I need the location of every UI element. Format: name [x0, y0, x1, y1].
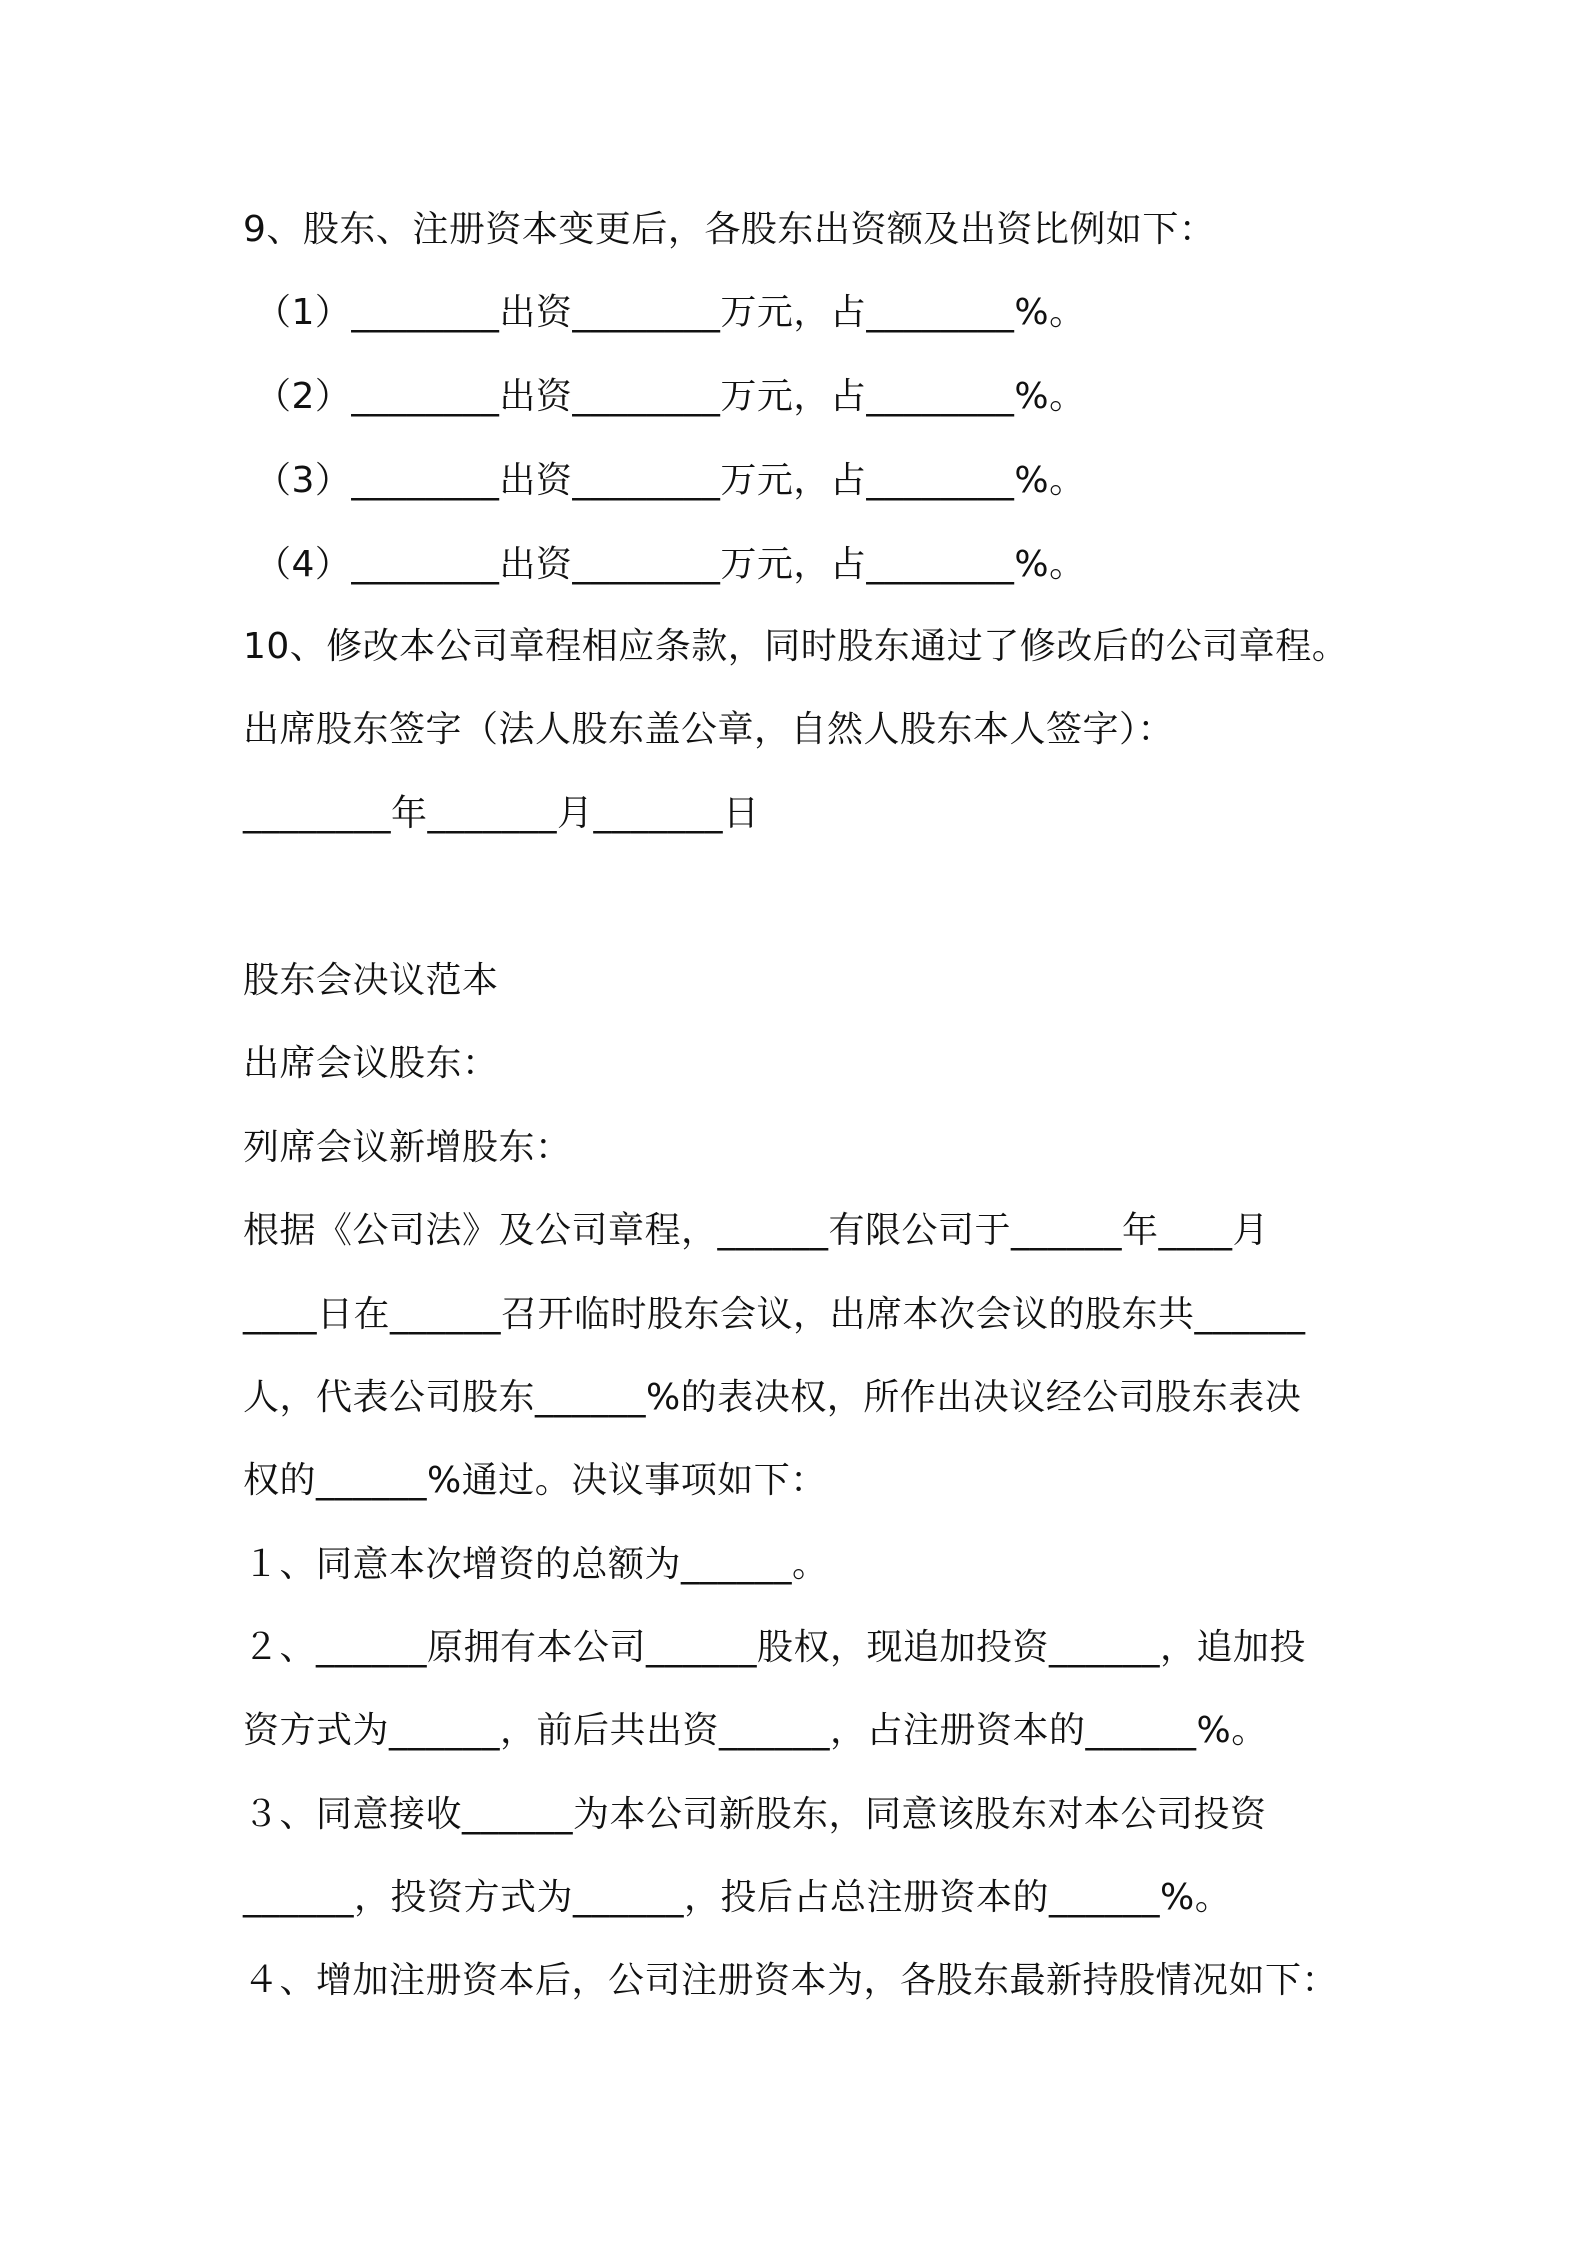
section-title: 股东会决议范本: [243, 960, 499, 1001]
share-row-2: （2）________出资________万元，占________%。: [255, 376, 1086, 417]
intro-line-1: 根据《公司法》及公司章程，______有限公司于______年____月: [243, 1210, 1270, 1251]
share-row-1: （1）________出资________万元，占________%。: [255, 292, 1086, 333]
share-row-4: （4）________出资________万元，占________%。: [255, 544, 1086, 585]
intro-line-4: 权的______%通过。决议事项如下：: [243, 1460, 827, 1501]
resolution-1: １、同意本次增资的总额为______。: [243, 1544, 829, 1585]
date-line: ________年_______月_______日: [243, 793, 760, 834]
item-10-text: 10、修改本公司章程相应条款，同时股东通过了修改后的公司章程。: [243, 626, 1349, 667]
share-row-3: （3）________出资________万元，占________%。: [255, 460, 1086, 501]
signature-instruction: 出席股东签字（法人股东盖公章，自然人股东本人签字）：: [243, 709, 1175, 750]
intro-line-2: ____日在______召开临时股东会议，出席本次会议的股东共______: [243, 1294, 1306, 1335]
item-9-text: 9、股东、注册资本变更后，各股东出资额及出资比例如下：: [243, 209, 1216, 250]
resolution-3-line-1: ３、同意接收______为本公司新股东，同意该股东对本公司投资: [243, 1794, 1267, 1835]
new-attending-shareholders: 列席会议新增股东：: [243, 1127, 572, 1168]
resolution-4: ４、增加注册资本后，公司注册资本为，各股东最新持股情况如下：: [243, 1960, 1339, 2001]
resolution-3-line-2: ______，投资方式为______，投后占总注册资本的______%。: [243, 1877, 1232, 1918]
resolution-2-line-1: ２、______原拥有本公司______股权，现追加投资______，追加投: [243, 1627, 1307, 1668]
intro-line-3: 人，代表公司股东______%的表决权，所作出决议经公司股东表决: [243, 1377, 1302, 1418]
resolution-2-line-2: 资方式为______，前后共出资______，占注册资本的______%。: [243, 1710, 1268, 1751]
attending-shareholders: 出席会议股东：: [243, 1043, 499, 1084]
